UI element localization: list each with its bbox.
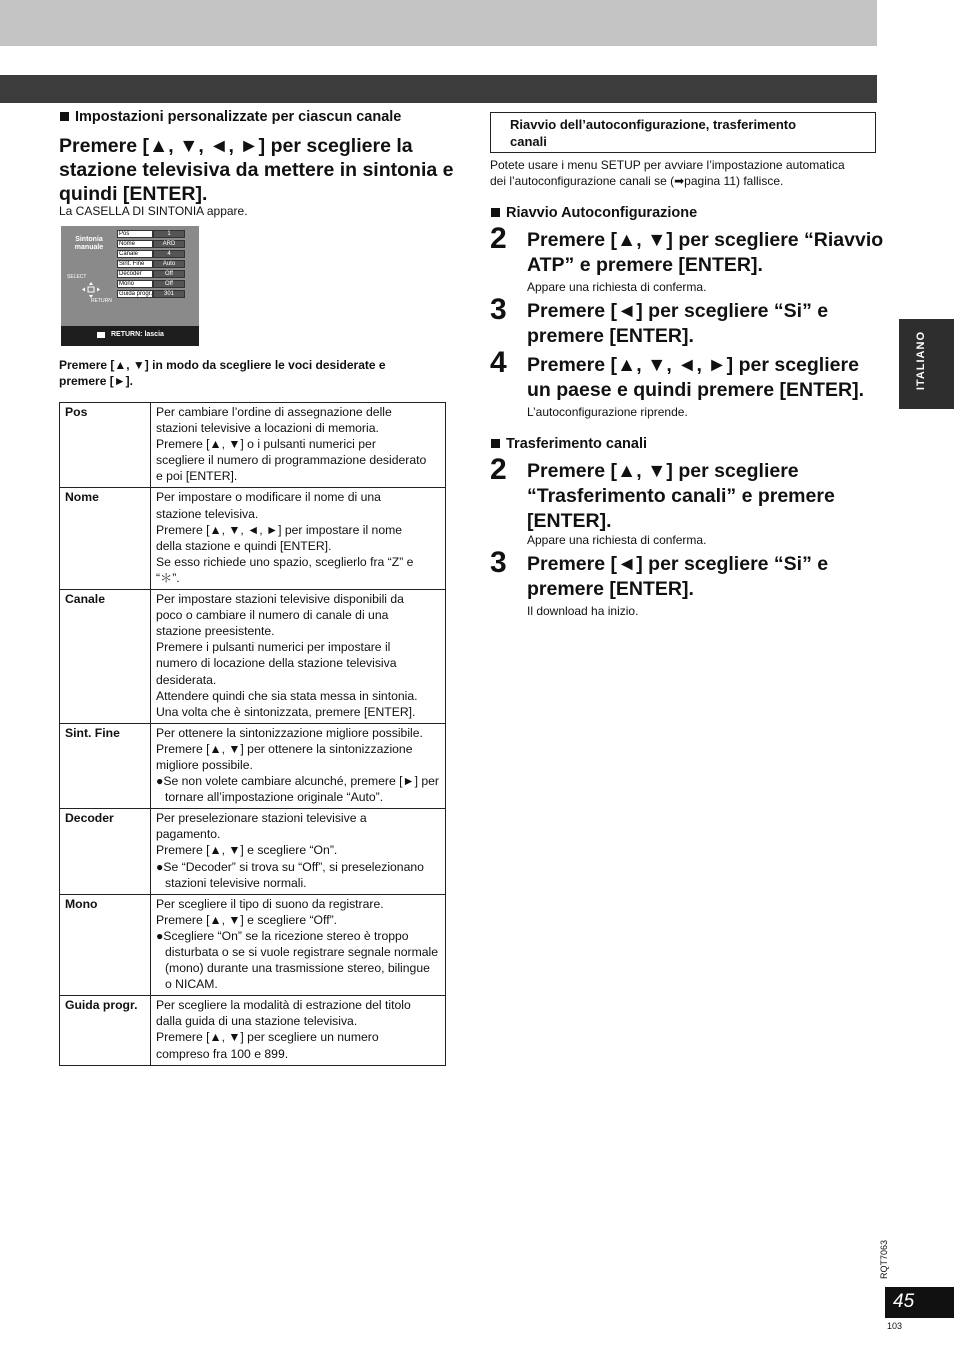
step-text: Premere [▲, ▼] per scegliere “Riavvio ATP” e premere [ENTER]. [527, 229, 884, 276]
table-line: stazione preesistente. [156, 624, 275, 639]
intro-text [490, 157, 880, 189]
step-number: 3 [490, 546, 507, 579]
instruction-line: Premere [▲, ▼] in modo da scegliere le voci desiderate e [59, 358, 386, 372]
heading-line: stazione televisiva da mettere in sintonia e [59, 159, 454, 181]
osd-row [117, 240, 185, 248]
table-value-cell [151, 488, 446, 590]
table-line: Per preselezionare stazioni televisive a [156, 811, 367, 826]
language-tab [899, 319, 954, 409]
table-bullet: ●Se “Decoder” si trova su “Off”, si preselezionano stazioni televisive normali. [156, 859, 424, 890]
heading-line: Premere [▲, ▼, ◄, ►] per scegliere la [59, 135, 413, 157]
step-note: Il download ha inizio. [527, 604, 639, 618]
osd-row-label: Nome [117, 240, 153, 248]
table-value-cell [151, 894, 446, 996]
table-value-cell [151, 809, 446, 894]
table-bullet: ●Se non volete cambiare alcunché, premere [►] per tornare all’impostazione originale “Auto”. [156, 774, 439, 805]
osd-row-value: Auto [153, 260, 185, 268]
table-line: Premere [▲, ▼] per ottenere la sintonizzazione [156, 741, 413, 756]
table-key-cell: Guida progr. [60, 996, 151, 1065]
table-line: Per impostare o modificare il nome di una [156, 490, 381, 505]
page-number: 45 [893, 1291, 915, 1312]
table-row [60, 894, 446, 996]
table-line: scegliere il numero di programmazione desiderato [156, 453, 427, 468]
table-line: pagamento. [156, 827, 221, 842]
table-row [60, 403, 446, 488]
osd-row-value: Off [153, 280, 185, 288]
table-row [60, 996, 446, 1065]
table-key-cell: Sint. Fine [60, 723, 151, 808]
table-line: Premere [▲, ▼] o i pulsanti numerici per [156, 437, 376, 452]
table-line: Premere [▲, ▼] per scegliere un numero [156, 1030, 379, 1045]
osd-select-label: SELECT [67, 274, 87, 280]
settings-table [59, 402, 446, 1066]
table-row [60, 809, 446, 894]
osd-title: Sintonia manuale [74, 236, 104, 251]
table-line: Se esso richiede uno spazio, sceglierlo fra “Z” e [156, 554, 414, 569]
osd-row-label: Decoder [117, 270, 153, 278]
section-title-left: Impostazioni personalizzate per ciascun canale [60, 109, 401, 125]
table-line: Attendere quindi che sia stata messa in sintonia. [156, 688, 418, 703]
step-number: 3 [490, 293, 507, 326]
table-line: migliore possibile. [156, 757, 253, 772]
step-text: Premere [◄] per scegliere “Si” e premere [ENTER]. [527, 553, 829, 600]
step-note: Appare una richiesta di conferma. [527, 280, 707, 294]
osd-row-value: ARD [153, 240, 185, 248]
table-line: Per scegliere il tipo di suono da registrare. [156, 896, 384, 911]
heading-line: quindi [ENTER]. [59, 183, 208, 205]
osd-row [117, 230, 185, 238]
table-line: Premere [▲, ▼] e scegliere “Off”. [156, 912, 338, 927]
table-key-cell: Decoder [60, 809, 151, 894]
osd-footer-text: RETURN: lascia [111, 331, 164, 338]
table-line: dalla guida di una stazione televisiva. [156, 1014, 358, 1029]
table-value-cell [151, 590, 446, 724]
table-row [60, 590, 446, 724]
section-box-title [490, 112, 876, 153]
table-value-cell [151, 403, 446, 488]
osd-row-value: 301 [153, 290, 185, 298]
intro-line: Potete usare i menu SETUP per avviare l’impostazione automatica [490, 158, 845, 172]
top-gray-bar [0, 0, 877, 46]
table-line: Per scegliere la modalità di estrazione del titolo [156, 998, 411, 1013]
osd-row-value: 1 [153, 230, 185, 238]
osd-row [117, 250, 185, 258]
table-value-cell [151, 996, 446, 1065]
table-line: compreso fra 100 e 899. [156, 1046, 289, 1061]
doc-code: RQT7063 [879, 1240, 889, 1280]
return-icon [97, 332, 105, 338]
osd-row-label: Pos [117, 230, 153, 238]
table-line: Per ottenere la sintonizzazione migliore possibile. [156, 725, 423, 740]
instruction-line: premere [►]. [59, 374, 133, 388]
osd-row [117, 270, 185, 278]
table-line: e poi [ENTER]. [156, 469, 238, 484]
table-line: Premere [▲, ▼, ◄, ►] per impostare il nome [156, 522, 403, 537]
caption: La CASELLA DI SINTONIA appare. [59, 204, 248, 218]
table-key-cell: Nome [60, 488, 151, 590]
osd-row-label: Guida progr. [119, 291, 153, 297]
table-line: della stazione e quindi [ENTER]. [156, 538, 332, 553]
table-line: Una volta che è sintonizzata, premere [ENTER]. [156, 704, 416, 719]
osd-row [117, 260, 185, 268]
osd-row-value: 4 [153, 250, 185, 258]
osd-row [117, 280, 185, 288]
table-row [60, 488, 446, 590]
osd-row-label: Canale [117, 250, 153, 258]
table-key-cell: Canale [60, 590, 151, 724]
instruction [59, 357, 449, 389]
main-heading-left [59, 134, 459, 206]
table-line: “＊”. [156, 570, 180, 585]
table-line: Premere i pulsanti numerici per impostare il [156, 640, 391, 655]
step-number: 2 [490, 453, 507, 486]
osd-row-label: Sint. Fine [117, 260, 153, 268]
step-text: Premere [▲, ▼, ◄, ►] per scegliere un paese e quindi premere [ENTER]. [527, 354, 864, 401]
table-line: Premere [▲, ▼] e scegliere “On”. [156, 843, 338, 858]
page-number-box [885, 1287, 954, 1318]
table-row [60, 723, 446, 808]
step-number: 2 [490, 222, 507, 255]
table-line: numero di locazione della stazione televisiva [156, 656, 397, 671]
table-line: Per impostare stazioni televisive disponibili da [156, 592, 404, 607]
step-number: 4 [490, 346, 507, 379]
table-value-cell [151, 723, 446, 808]
table-line: desiderata. [156, 672, 217, 687]
table-line: stazione televisiva. [156, 506, 259, 521]
tuning-box-screenshot [61, 226, 199, 346]
table-line: Per cambiare l’ordine di assegnazione delle [156, 405, 392, 419]
osd-row-value: Off [153, 270, 185, 278]
osd-return-label: RETURN [91, 298, 112, 304]
step-note: L’autoconfigurazione riprende. [527, 405, 688, 419]
table-key-cell: Mono [60, 894, 151, 996]
step-note: Appare una richiesta di conferma. [527, 533, 707, 547]
step-text: Premere [◄] per scegliere “Si” e premere [ENTER]. [527, 300, 829, 347]
box-title-line: canali [510, 134, 547, 149]
section-title-trasferimento: Trasferimento canali [491, 436, 647, 452]
square-bullet-icon [491, 208, 500, 217]
page-small-number: 103 [887, 1321, 903, 1331]
table-line: poco o cambiare il numero di canale di una [156, 608, 389, 623]
box-title-line: Riavvio dell’autoconfigurazione, trasferimento [510, 117, 797, 132]
square-bullet-icon [491, 439, 500, 448]
osd-row-label: Mono [117, 280, 153, 288]
header-dark-bar [0, 75, 877, 103]
table-bullet: ●Scegliere “On” se la ricezione stereo è troppo disturbata o se si vuole registrare segnale normale (mono) durante una trasmissione stereo, bilingue o NICAM. [156, 928, 439, 992]
osd-row [117, 290, 185, 298]
table-key-cell: Pos [60, 403, 151, 488]
dpad-icon [81, 281, 101, 299]
intro-line: dei l’autoconfigurazione canali se (➡pagina 11) fallisce. [490, 174, 784, 188]
step-text: Premere [▲, ▼] per scegliere “Trasferimento canali” e premere [ENTER]. [527, 460, 835, 532]
section-title-riavvio: Riavvio Autoconfigurazione [491, 205, 697, 221]
table-line: stazioni televisive a locazioni di memoria. [156, 421, 379, 436]
square-bullet-icon [60, 112, 69, 121]
language-tab-label: ITALIANO [915, 331, 927, 391]
osd-footer [61, 326, 199, 346]
